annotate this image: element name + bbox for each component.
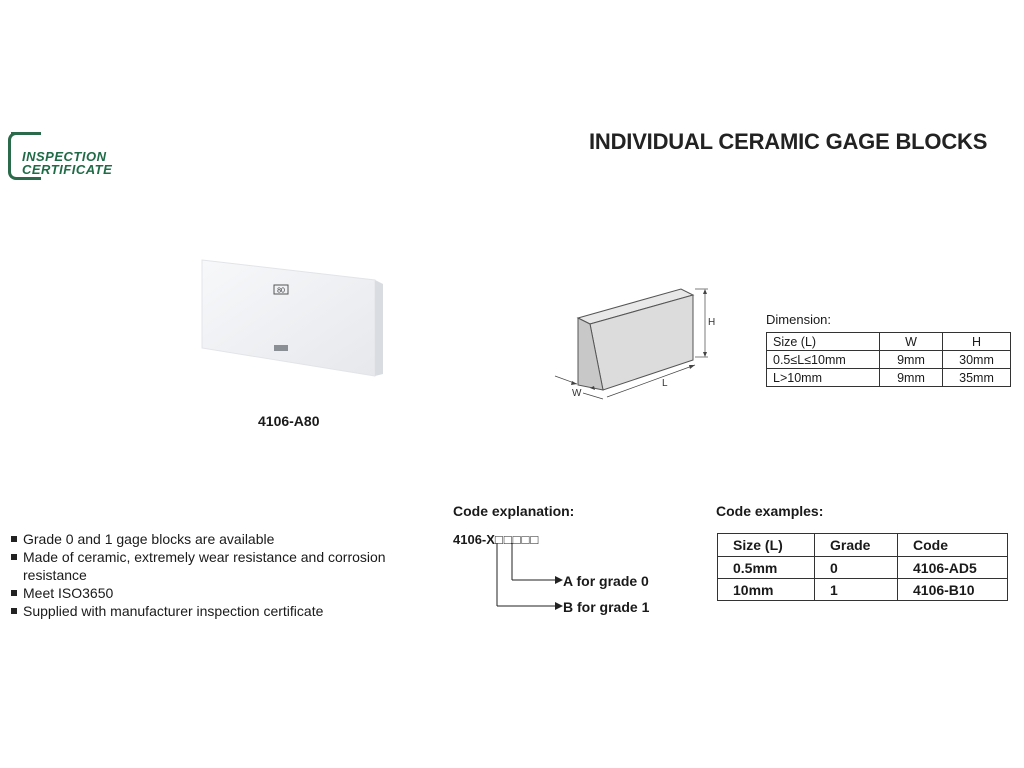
list-item: Grade 0 and 1 gage blocks are available bbox=[10, 530, 390, 548]
product-image bbox=[200, 258, 385, 378]
table-header: Size (L) bbox=[767, 333, 880, 351]
table-cell: 4106-B10 bbox=[898, 579, 1008, 601]
code-boxes: □□□□□ bbox=[494, 532, 540, 547]
list-item: Meet ISO3650 bbox=[10, 584, 390, 602]
table-cell: 35mm bbox=[943, 369, 1011, 387]
table-header-row bbox=[767, 333, 1011, 351]
dimension-diagram bbox=[545, 285, 730, 400]
table-row bbox=[718, 557, 1008, 579]
dimension-label: Dimension: bbox=[766, 312, 832, 327]
grade-a-text: A for grade 0 bbox=[563, 573, 649, 589]
logo-line-2: CERTIFICATE bbox=[22, 162, 113, 177]
feature-list bbox=[10, 530, 390, 620]
table-header-row bbox=[718, 534, 1008, 557]
table-row bbox=[767, 369, 1011, 387]
table-cell: 4106-AD5 bbox=[898, 557, 1008, 579]
page-title: INDIVIDUAL CERAMIC GAGE BLOCKS bbox=[589, 129, 988, 154]
table-header: Grade bbox=[815, 534, 898, 557]
dimension-table bbox=[766, 332, 1011, 387]
product-caption: 4106-A80 bbox=[258, 413, 320, 429]
code-examples-heading: Code examples: bbox=[716, 503, 824, 519]
logo-line-1: INSPECTION bbox=[22, 149, 107, 164]
table-cell: 30mm bbox=[943, 351, 1011, 369]
inspection-certificate-logo bbox=[8, 132, 158, 182]
list-item: Supplied with manufacturer inspection certificate bbox=[10, 602, 390, 620]
table-cell: 9mm bbox=[880, 369, 943, 387]
table-row bbox=[767, 351, 1011, 369]
table-cell: 1 bbox=[815, 579, 898, 601]
block-mark: 80 bbox=[277, 287, 285, 295]
table-cell: 9mm bbox=[880, 351, 943, 369]
table-cell: L>10mm bbox=[767, 369, 880, 387]
table-header: Size (L) bbox=[718, 534, 815, 557]
label-h: H bbox=[708, 317, 716, 328]
table-row bbox=[718, 579, 1008, 601]
list-item: Made of ceramic, extremely wear resistance and corrosion resistance bbox=[10, 548, 390, 584]
code-prefix: 4106-X bbox=[453, 532, 495, 547]
table-cell: 10mm bbox=[718, 579, 815, 601]
grade-b-text: B for grade 1 bbox=[563, 599, 650, 615]
label-w: W bbox=[572, 388, 582, 399]
table-header: H bbox=[943, 333, 1011, 351]
code-explanation-heading: Code explanation: bbox=[453, 503, 575, 519]
table-header: Code bbox=[898, 534, 1008, 557]
label-l: L bbox=[662, 378, 668, 389]
table-cell: 0 bbox=[815, 557, 898, 579]
table-header: W bbox=[880, 333, 943, 351]
table-cell: 0.5mm bbox=[718, 557, 815, 579]
table-cell: 0.5≤L≤10mm bbox=[767, 351, 880, 369]
code-examples-table bbox=[717, 533, 1008, 601]
logo-text bbox=[22, 150, 112, 176]
